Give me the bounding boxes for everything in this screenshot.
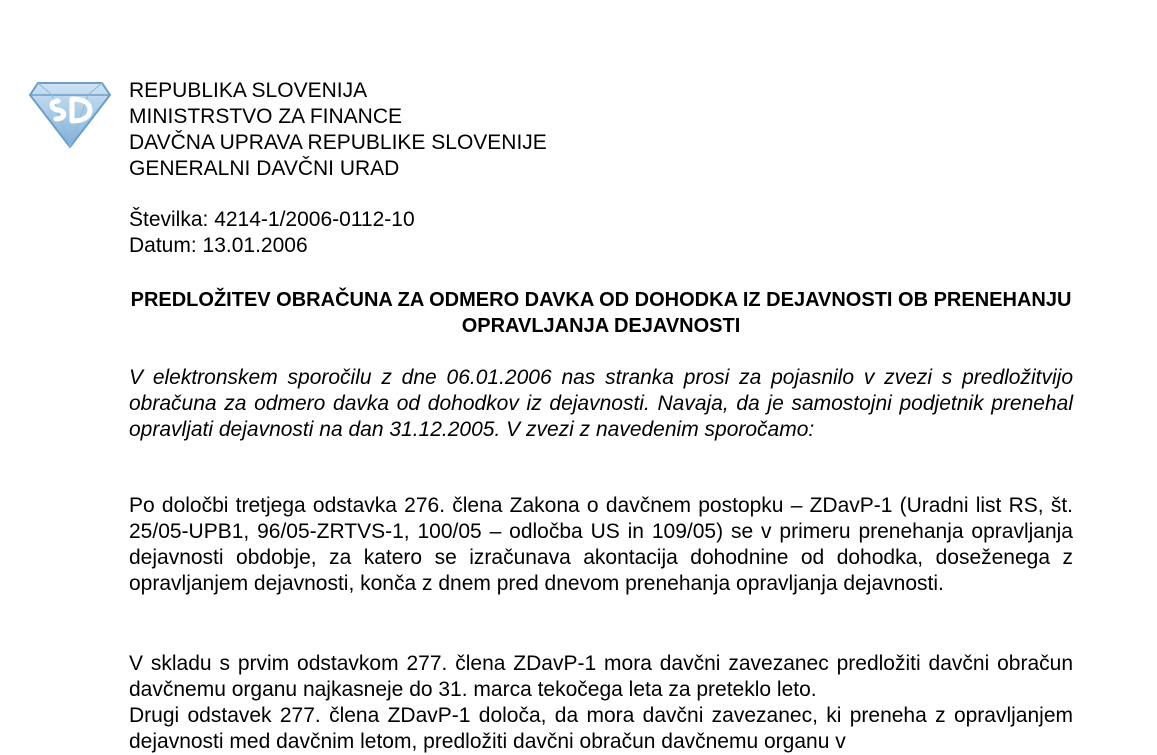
paragraph: Po določbi tretjega odstavka 276. člena Zakona o davčnem postopku – ZDavP-1 (Uradni list RS, št. 25/05-UPB1, 96/05-ZRTVS-1, 100/05 – odločba US in 109/05) se v primeru prenehanja opravljanja dejavnosti obdobje, za katero se izračunava akontacija dohodnine od dohodka, doseženega z opravljanjem dejavnosti, konča z dnem pred dnevom prenehanja opravljanja dejavnosti. <box>129 494 1073 595</box>
header-line: DAVČNA UPRAVA REPUBLIKE SLOVENIJE <box>129 131 547 154</box>
paragraph-intro: V elektronskem sporočilu z dne 06.01.2006 nas stranka prosi za pojasnilo v zvezi s predložitvijo obračuna za odmero davka od dohodkov iz dejavnosti. Navaja, da je samostojni podjetnik prenehal opravljati dejavnosti na dan 31.12.2005. V zvezi z navedenim sporočamo: <box>129 366 1073 441</box>
tax-administration-logo <box>28 79 112 149</box>
document-meta <box>129 207 415 259</box>
paragraph: V skladu s prvim odstavkom 277. člena ZDavP-1 mora davčni zavezanec predložiti davčni obračun davčnemu organu najkasneje do 31. marca tekočega leta za preteklo leto. <box>129 652 1073 701</box>
document-date: Datum: 13.01.2006 <box>129 234 308 257</box>
header-line: GENERALNI DAVČNI URAD <box>129 157 400 180</box>
header-line: MINISTRSTVO ZA FINANCE <box>129 105 403 128</box>
document-title: PREDLOŽITEV OBRAČUNA ZA ODMERO DAVKA OD DOHODKA IZ DEJAVNOSTI OB PRENEHANJU OPRAVLJANJA DEJAVNOSTI <box>130 289 1072 337</box>
header-line: REPUBLIKA SLOVENIJA <box>129 79 368 102</box>
issuer-header <box>129 78 547 182</box>
paragraph: Drugi odstavek 277. člena ZDavP-1 določa, da mora davčni zavezanec, ki preneha z opravljanjem dejavnosti med davčnim letom, predložiti davčni obračun davčnemu organu v <box>129 704 1073 753</box>
document-number: Številka: 4214-1/2006-0112-10 <box>129 208 415 231</box>
